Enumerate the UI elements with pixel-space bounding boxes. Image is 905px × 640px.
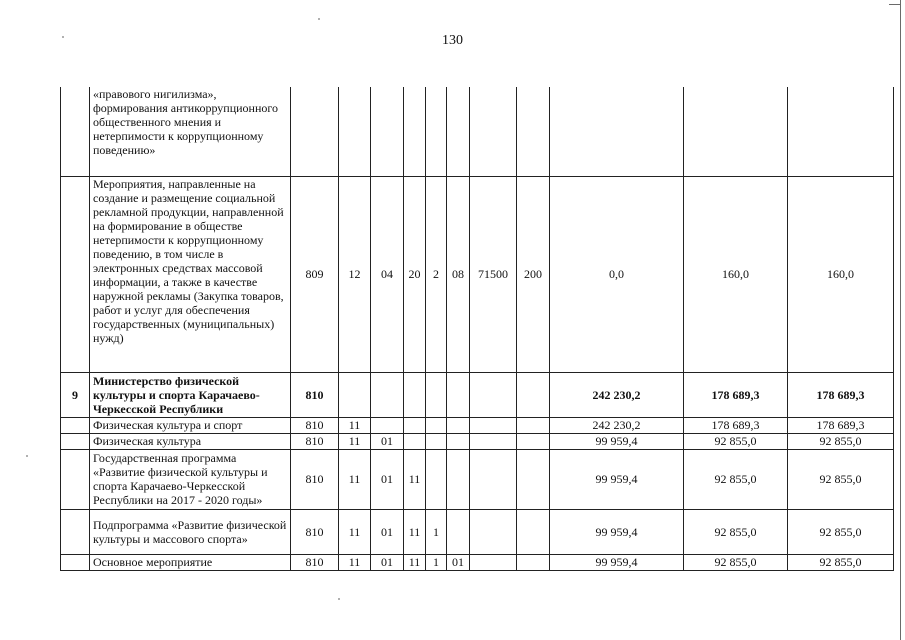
main-activity-code-cell: [447, 372, 470, 417]
row-number-cell: [61, 449, 90, 509]
amount-year-2-cell: 92 855,0: [684, 433, 788, 449]
item-name-cell: «правового нигилизма», формирования антикоррупционного общественного мнения и нетерпимости к коррупционному поведению»: [90, 87, 291, 176]
amount-year-3-cell: 178 689,3: [788, 372, 894, 417]
amount-year-3-cell: [788, 87, 894, 176]
direction-code-cell: 71500: [470, 176, 517, 372]
table-row: [61, 449, 894, 509]
subprogram-code-cell: [426, 449, 447, 509]
direction-code-cell: [470, 372, 517, 417]
direction-code-cell: [470, 554, 517, 570]
table-row: [61, 417, 894, 433]
subsection-code-cell: [371, 417, 404, 433]
subsection-code-cell: 01: [371, 554, 404, 570]
row-number-cell: [61, 176, 90, 372]
item-name-cell: Министерство физической культуры и спорта Карачаево-Черкесской Республики: [90, 372, 291, 417]
subprogram-code-cell: 1: [426, 554, 447, 570]
expense-type-code-cell: [517, 509, 550, 554]
amount-year-2-cell: 178 689,3: [684, 417, 788, 433]
table-row: [61, 87, 894, 176]
amount-year-3-cell: 178 689,3: [788, 417, 894, 433]
direction-code-cell: [470, 433, 517, 449]
subprogram-code-cell: 2: [426, 176, 447, 372]
amount-year-3-cell: 92 855,0: [788, 509, 894, 554]
section-code-cell: [339, 87, 371, 176]
program-code-cell: 11: [404, 449, 426, 509]
section-code-cell: [339, 372, 371, 417]
amount-year-1-cell: 99 959,4: [550, 449, 684, 509]
ministry-code-cell: 809: [291, 176, 339, 372]
amount-year-2-cell: 178 689,3: [684, 372, 788, 417]
direction-code-cell: [470, 87, 517, 176]
scan-speck: [338, 598, 340, 600]
amount-year-3-cell: 160,0: [788, 176, 894, 372]
expense-type-code-cell: [517, 433, 550, 449]
item-name-cell: Подпрограмма «Развитие физической культуры и массового спорта»: [90, 509, 291, 554]
table-row: [61, 433, 894, 449]
main-activity-code-cell: [447, 433, 470, 449]
subprogram-code-cell: 1: [426, 509, 447, 554]
main-activity-code-cell: [447, 417, 470, 433]
amount-year-1-cell: 0,0: [550, 176, 684, 372]
expense-type-code-cell: [517, 554, 550, 570]
amount-year-2-cell: 92 855,0: [684, 509, 788, 554]
amount-year-2-cell: [684, 87, 788, 176]
ministry-code-cell: [291, 87, 339, 176]
subsection-code-cell: 01: [371, 449, 404, 509]
amount-year-1-cell: 242 230,2: [550, 372, 684, 417]
amount-year-2-cell: 160,0: [684, 176, 788, 372]
amount-year-1-cell: 99 959,4: [550, 433, 684, 449]
subprogram-code-cell: [426, 87, 447, 176]
program-code-cell: [404, 372, 426, 417]
subsection-code-cell: [371, 87, 404, 176]
item-name-cell: Мероприятия, направленные на создание и размещение социальной рекламной продукции, направленной на формирование в обществе нетерпимости к коррупционному поведению, в том числе в электронных средствах массовой информации, а также в качестве наружной рекламы (Закупка товаров, работ и услуг для обеспечения государственных (муниципальных) нужд): [90, 176, 291, 372]
ministry-code-cell: 810: [291, 509, 339, 554]
budget-table: [60, 87, 894, 571]
expense-type-code-cell: [517, 372, 550, 417]
amount-year-1-cell: [550, 87, 684, 176]
row-number-cell: [61, 417, 90, 433]
row-number-cell: [61, 87, 90, 176]
subsection-code-cell: 01: [371, 509, 404, 554]
subprogram-code-cell: [426, 372, 447, 417]
scan-speck: [26, 455, 28, 457]
direction-code-cell: [470, 417, 517, 433]
main-activity-code-cell: [447, 87, 470, 176]
expense-type-code-cell: [517, 87, 550, 176]
amount-year-3-cell: 92 855,0: [788, 433, 894, 449]
subprogram-code-cell: [426, 417, 447, 433]
amount-year-3-cell: 92 855,0: [788, 554, 894, 570]
table-row: [61, 176, 894, 372]
table-row: [61, 509, 894, 554]
page-number: 130: [442, 33, 463, 48]
scan-edge-tick: [889, 4, 901, 5]
amount-year-2-cell: 92 855,0: [684, 449, 788, 509]
row-number-cell: [61, 509, 90, 554]
ministry-code-cell: 810: [291, 372, 339, 417]
amount-year-1-cell: 99 959,4: [550, 509, 684, 554]
row-number-cell: 9: [61, 372, 90, 417]
item-name-cell: Основное мероприятие: [90, 554, 291, 570]
program-code-cell: 11: [404, 509, 426, 554]
section-code-cell: 11: [339, 417, 371, 433]
scan-speck: [318, 18, 320, 20]
expense-type-code-cell: [517, 449, 550, 509]
program-code-cell: 11: [404, 554, 426, 570]
main-activity-code-cell: [447, 509, 470, 554]
amount-year-3-cell: 92 855,0: [788, 449, 894, 509]
section-code-cell: 11: [339, 509, 371, 554]
amount-year-1-cell: 242 230,2: [550, 417, 684, 433]
subsection-code-cell: 04: [371, 176, 404, 372]
row-number-cell: [61, 433, 90, 449]
amount-year-2-cell: 92 855,0: [684, 554, 788, 570]
item-name-cell: Физическая культура и спорт: [90, 417, 291, 433]
section-code-cell: 12: [339, 176, 371, 372]
table-row: [61, 554, 894, 570]
program-code-cell: [404, 417, 426, 433]
ministry-code-cell: 810: [291, 554, 339, 570]
expense-type-code-cell: 200: [517, 176, 550, 372]
subsection-code-cell: 01: [371, 433, 404, 449]
program-code-cell: [404, 87, 426, 176]
subsection-code-cell: [371, 372, 404, 417]
scan-edge-line: [900, 0, 901, 640]
main-activity-code-cell: 08: [447, 176, 470, 372]
table-row: [61, 372, 894, 417]
subprogram-code-cell: [426, 433, 447, 449]
section-code-cell: 11: [339, 554, 371, 570]
program-code-cell: [404, 433, 426, 449]
expense-type-code-cell: [517, 417, 550, 433]
row-number-cell: [61, 554, 90, 570]
main-activity-code-cell: [447, 449, 470, 509]
direction-code-cell: [470, 449, 517, 509]
main-activity-code-cell: 01: [447, 554, 470, 570]
ministry-code-cell: 810: [291, 433, 339, 449]
item-name-cell: Государственная программа «Развитие физической культуры и спорта Карачаево-Черкесской Республики на 2017 - 2020 годы»: [90, 449, 291, 509]
program-code-cell: 20: [404, 176, 426, 372]
section-code-cell: 11: [339, 449, 371, 509]
section-code-cell: 11: [339, 433, 371, 449]
ministry-code-cell: 810: [291, 449, 339, 509]
amount-year-1-cell: 99 959,4: [550, 554, 684, 570]
ministry-code-cell: 810: [291, 417, 339, 433]
item-name-cell: Физическая культура: [90, 433, 291, 449]
direction-code-cell: [470, 509, 517, 554]
